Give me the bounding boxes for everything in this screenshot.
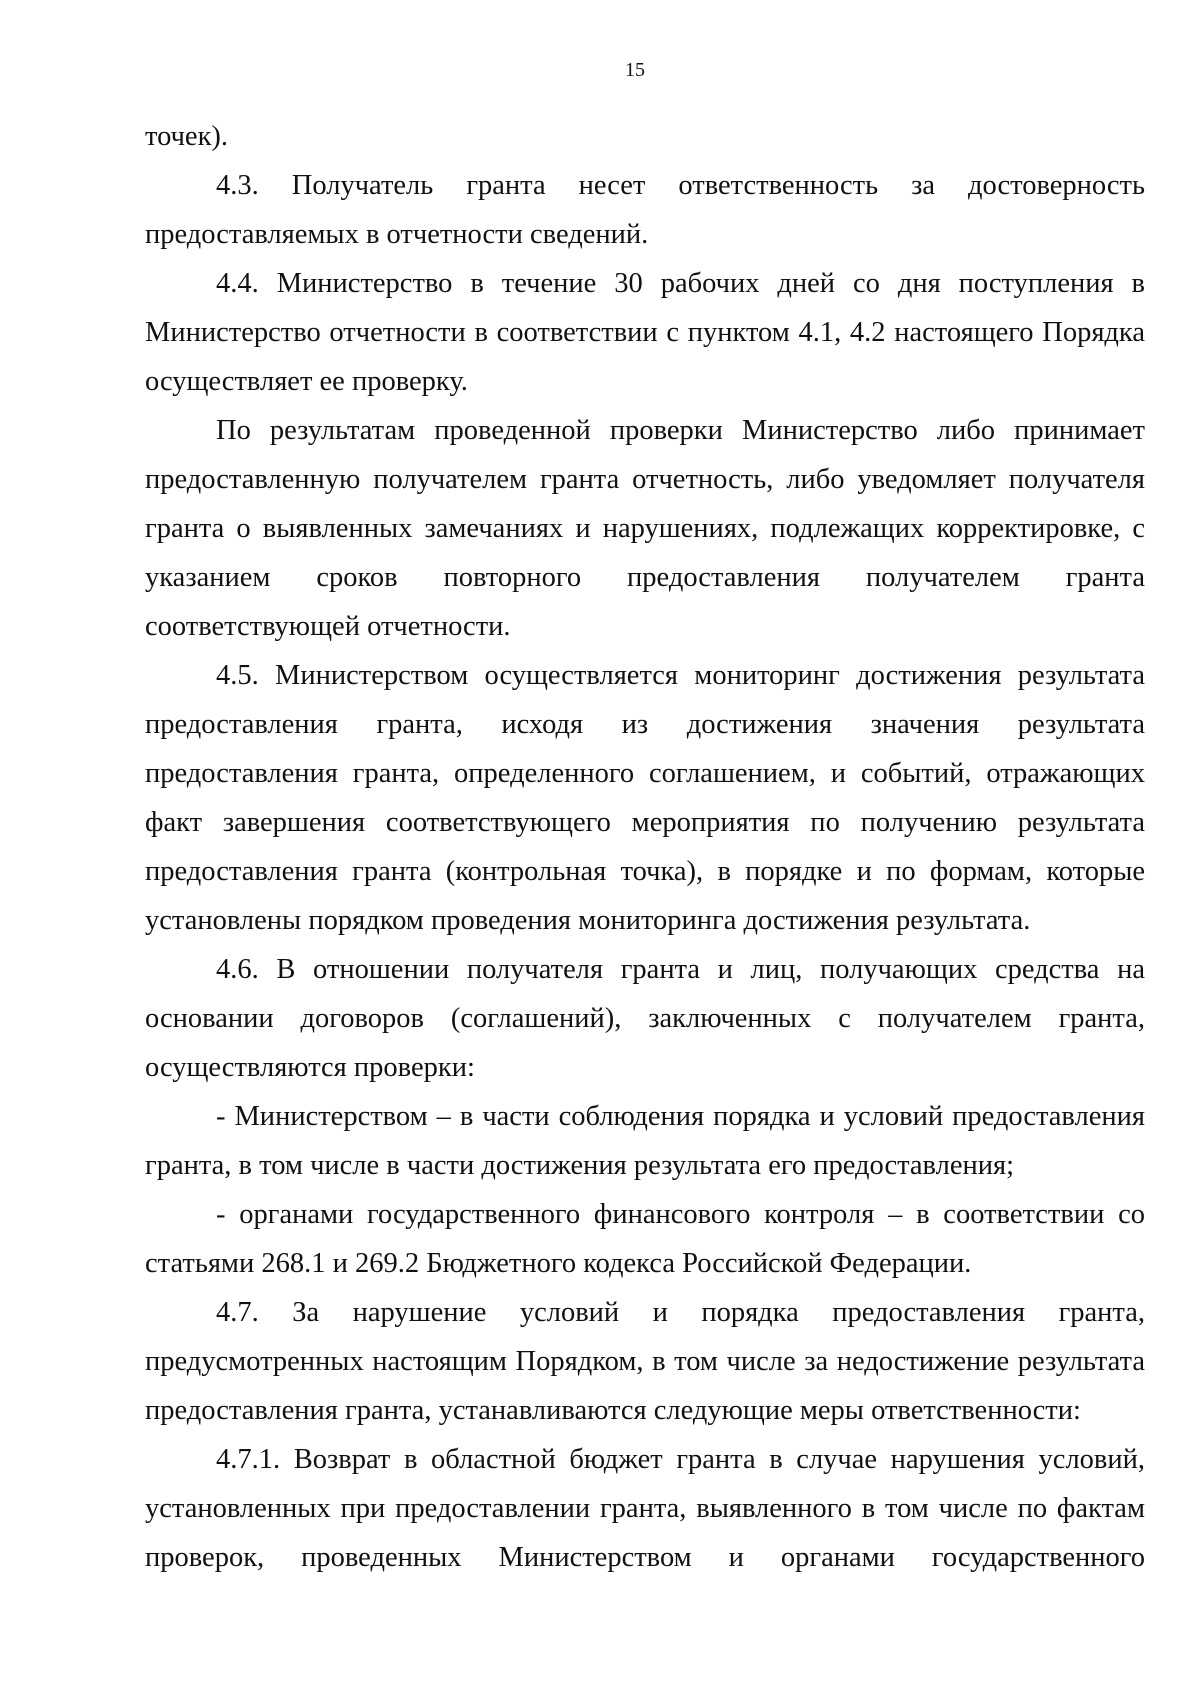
- paragraph-4-4: 4.4. Министерство в течение 30 рабочих дней со дня поступления в Министерство отчетности в соответствии с пунктом 4.1, 4.2 настоящего Порядка осуществляет ее проверку.: [145, 268, 1145, 397]
- paragraph-review-results: По результатам проведенной проверки Министерство либо принимает предоставленную получателем гранта отчетность, либо уведомляет получателя гранта о выявленных замечаниях и нарушениях, подлежащих корректировке, с указанием сроков повторного предоставления получателем гранта соответствующей отчетности.: [145, 415, 1145, 642]
- page-number: 15: [625, 59, 645, 81]
- paragraph-4-3: 4.3. Получатель гранта несет ответственность за достоверность предоставляемых в отчетности сведений.: [145, 170, 1145, 250]
- paragraph-4-7-1: 4.7.1. Возврат в областной бюджет гранта в случае нарушения условий, установленных при предоставлении гранта, выявленного в том числе по фактам проверок, проведенных Министерством и органами государственного: [145, 1444, 1145, 1573]
- list-item-financial-control-checks: - органами государственного финансового контроля – в соответствии со статьями 268.1 и 269.2 Бюджетного кодекса Российской Федерации.: [145, 1199, 1145, 1279]
- list-item-ministry-checks: - Министерством – в части соблюдения порядка и условий предоставления гранта, в том числе в части достижения результата его предоставления;: [145, 1101, 1145, 1181]
- paragraph-continuation: точек).: [145, 121, 229, 152]
- paragraph-4-7: 4.7. За нарушение условий и порядка предоставления гранта, предусмотренных настоящим Порядком, в том числе за недостижение результата предоставления гранта, устанавливаются следующие меры ответственности:: [145, 1297, 1145, 1426]
- paragraph-4-5: 4.5. Министерством осуществляется мониторинг достижения результата предоставления гранта, исходя из достижения значения результата предоставления гранта, определенного соглашением, и событий, отражающих факт завершения соответствующего мероприятия по получению результата предоставления гранта (контрольная точка), в порядке и по формам, которые установлены порядком проведения мониторинга достижения результата.: [145, 660, 1145, 936]
- paragraph-4-6: 4.6. В отношении получателя гранта и лиц, получающих средства на основании договоров (соглашений), заключенных с получателем гранта, осуществляются проверки:: [145, 954, 1145, 1083]
- document-body: [145, 112, 1145, 1582]
